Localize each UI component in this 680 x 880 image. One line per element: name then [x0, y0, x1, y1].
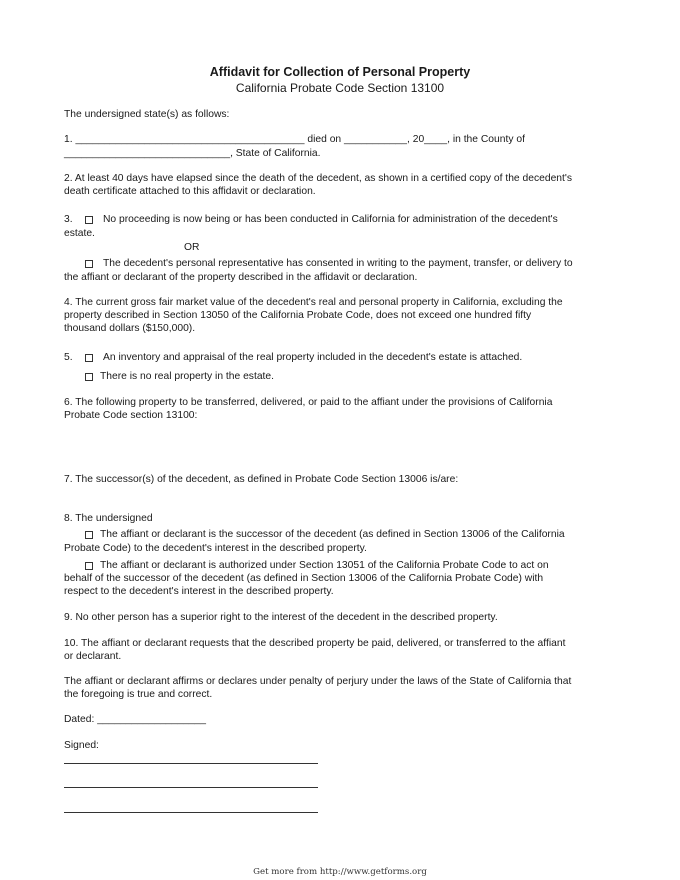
item3-or: OR [184, 242, 200, 253]
item4-line2: property described in Section 13050 of the California Probate Code, does not exceed one hundred fifty [64, 310, 532, 321]
item8-a-line2: Probate Code) to the decedent's interest in the described property. [64, 543, 367, 554]
item8-a-line1: The affiant or declarant is the successor of the decedent (as defined in Section 13006 of the California [100, 529, 565, 540]
item1-line1: 1. ________________________________________ died on ___________, 20____, in the County of [64, 134, 525, 145]
item3-number: 3. [64, 214, 73, 225]
item8-text: 8. The undersigned [64, 513, 153, 524]
signature-line-2[interactable] [64, 787, 318, 788]
footer-link[interactable]: http://www.getforms.org [319, 867, 427, 877]
item3-a-line1: No proceeding is now being or has been conducted in California for administration of the decedent's [103, 214, 558, 225]
document-subtitle: California Probate Code Section 13100 [235, 81, 445, 95]
item9-text: 9. No other person has a superior right to the interest of the decedent in the described property. [64, 612, 498, 623]
item3-b-line2: the affiant or declarant of the property described in the affidavit or declaration. [64, 272, 418, 283]
item2-line1: 2. At least 40 days have elapsed since the death of the decedent, as shown in a certified copy of the decedent's [64, 173, 572, 184]
item7-text: 7. The successor(s) of the decedent, as defined in Probate Code Section 13006 is/are: [64, 474, 459, 485]
dated-field[interactable]: Dated: ___________________ [64, 714, 207, 725]
document-title: Affidavit for Collection of Personal Property [209, 65, 471, 79]
item2-line2: death certificate attached to this affidavit or declaration. [64, 186, 316, 197]
item4-line1: 4. The current gross fair market value of the decedent's real and personal property in California, excluding the [64, 297, 563, 308]
item5-a-text: An inventory and appraisal of the real property included in the decedent's estate is attached. [103, 352, 523, 363]
affirmation-line1: The affiant or declarant affirms or declares under penalty of perjury under the laws of the State of California that [64, 676, 572, 687]
item3-a-line2: estate. [64, 228, 95, 239]
item1-line2: _____________________________, State of California. [64, 148, 321, 159]
item5-a-checkbox[interactable] [85, 353, 93, 366]
signature-line-3[interactable] [64, 812, 318, 813]
item6-line2: Probate Code section 13100: [64, 410, 198, 421]
affirmation-line2: the foregoing is true and correct. [64, 689, 213, 700]
item3-b-line1: The decedent's personal representative has consented in writing to the payment, transfer, or delivery to [103, 258, 573, 269]
item5-number: 5. [64, 352, 73, 363]
item8-b-line2: behalf of the successor of the decedent (as defined in Section 13006 of the California Probate Code) with [64, 573, 544, 584]
footer [0, 866, 680, 879]
item5-b-text: There is no real property in the estate. [100, 371, 274, 382]
footer-prefix: Get more from [253, 867, 320, 877]
item8-b-line3: respect to the decedent's interest in the described property. [64, 586, 334, 597]
signature-line-1[interactable] [64, 763, 318, 764]
intro-text: The undersigned state(s) as follows: [64, 109, 230, 120]
item8-b-line1: The affiant or declarant is authorized under Section 13051 of the California Probate Code to act on [100, 560, 549, 571]
item6-line1: 6. The following property to be transferred, delivered, or paid to the affiant under the provisions of California [64, 397, 553, 408]
item4-line3: thousand dollars ($150,000). [64, 323, 196, 334]
item10-line2: or declarant. [64, 651, 122, 662]
item10-line1: 10. The affiant or declarant requests that the described property be paid, delivered, or transferred to the affiant [64, 638, 566, 649]
signed-label: Signed: [64, 740, 99, 751]
item5-b-checkbox[interactable] [85, 372, 93, 385]
